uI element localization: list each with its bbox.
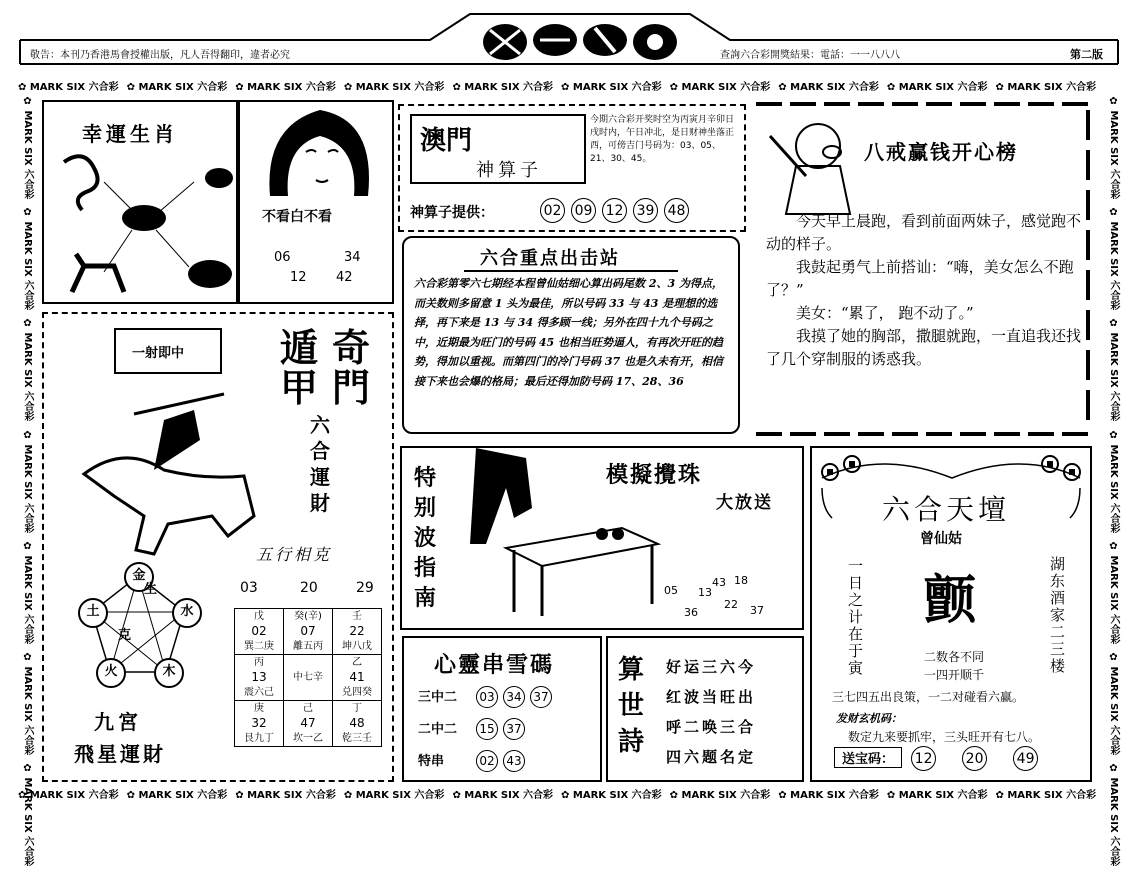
number-ball: 02	[540, 198, 565, 223]
monkey-icon	[205, 168, 233, 188]
special-wave-title: 特别波指南	[414, 466, 437, 611]
heart-row-label: 二中二	[418, 722, 458, 737]
heart-row	[418, 750, 530, 772]
key-station-panel	[402, 236, 740, 434]
simulation-title: 模擬攪珠	[606, 462, 703, 488]
altar-subtitle: 曾仙姑	[920, 531, 962, 547]
grid-cell: 庚 32 艮九丁	[235, 701, 284, 747]
border-bottom	[18, 786, 1118, 801]
number-ball: 15	[476, 718, 498, 740]
lucky-zodiac-panel	[42, 100, 238, 304]
story-paragraph: 今天早上晨跑，看到前面两妹子，感觉跑不动的样子。	[766, 212, 1082, 253]
poem-line: 好运三六今	[666, 658, 757, 676]
number-ball: 12	[602, 198, 627, 223]
qimen-title-a: 遁甲	[280, 326, 319, 410]
edition-label: 第二版	[1070, 48, 1103, 61]
flying-star-title: 飛星運財	[74, 742, 166, 766]
qimen-number: 29	[356, 580, 374, 596]
border-text: ✿ MARK SIX 六合彩	[452, 82, 554, 93]
story-paragraph: 我摸了她的胸部，撒腿就跑，一直追我还找了几个穿制服的诱惑我。	[766, 327, 1082, 368]
number-ball: 12	[911, 746, 936, 771]
border-text: ✿ MARK SIX 六合彩	[452, 790, 554, 801]
border-text: ✿ MARK SIX 六合彩	[995, 790, 1097, 801]
border-top	[18, 78, 1118, 93]
key-station-body: 六合彩第零六七期经本程曾仙姑细心算出码尾数 2、3 为得点，而关数则多留意 1 头为最佳，所以号码 33 与 43 是理想的选择，再下来是 13 与 34 得多顾一线；另外在四十九个号码之中，近期最为旺门的号码 45 也相当旺势逼人，有再次开旺的趋势，得加以重视。而第四门的冷门号码 37 也是久未有开，相信接下来也会爆的格局；最后还得加防号码 17、28、36	[414, 277, 723, 388]
border-text: ✿ MARK SIX 六合彩	[22, 652, 33, 756]
sim-number: 22	[724, 598, 738, 611]
element-generate-label: 生	[144, 582, 158, 597]
beauty-panel	[238, 100, 394, 304]
grid-cell: 丁 48 乾三壬	[333, 701, 382, 747]
sim-number: 05	[664, 584, 678, 597]
number-ball: 37	[503, 718, 525, 740]
nine-palace-title: 九宮	[94, 710, 142, 734]
border-text: ✿ MARK SIX 六合彩	[886, 790, 988, 801]
element-fire: 火	[96, 658, 126, 688]
qimen-number: 20	[300, 580, 318, 596]
grid-cell: 中七辛	[284, 655, 333, 701]
sim-number: 18	[734, 574, 748, 587]
heart-row	[418, 718, 530, 740]
border-text: ✿ MARK SIX 六合彩	[778, 82, 879, 93]
horse-icon	[72, 254, 124, 292]
border-text: ✿ MARK SIX 六合彩	[561, 790, 662, 801]
poem-line: 呼二唤三合	[666, 718, 757, 736]
beauty-caption: 不看白不看	[262, 209, 332, 225]
border-text: ✿ MARK SIX 六合彩	[1108, 96, 1119, 200]
macau-numbers	[540, 198, 695, 223]
pigsy-title: 八戒赢钱开心榜	[864, 140, 1018, 164]
border-text: ✿ MARK SIX 六合彩	[22, 207, 33, 311]
beauty-number: 06	[274, 250, 291, 265]
poem-panel	[606, 636, 804, 782]
sim-number: 36	[684, 606, 698, 619]
qimen-panel	[42, 312, 394, 782]
macau-logo-subtitle: 神算子	[476, 160, 542, 181]
cow-icon	[188, 260, 232, 288]
grid-cell: 丙 13 震六己	[235, 655, 284, 701]
macau-provider-label: 神算子提供：	[410, 205, 494, 221]
border-text: ✿ MARK SIX 六合彩	[886, 82, 988, 93]
gift-row	[834, 746, 1044, 771]
border-text: ✿ MARK SIX 六合彩	[343, 790, 445, 801]
table-illustration	[502, 508, 662, 618]
qimen-number: 03	[240, 580, 258, 596]
macau-note: 今期六合彩开奖时空为丙寅月辛卯日戌时内，午日冲北，是日财神坐落正西，可傍吉门号码为：03、05、21、30、45。	[590, 115, 735, 164]
border-text: ✿ MARK SIX 六合彩	[22, 318, 33, 422]
pig-icon	[122, 205, 166, 231]
pigsy-story	[766, 210, 1084, 371]
border-text: ✿ MARK SIX 六合彩	[1108, 429, 1119, 533]
header-query: 查詢六合彩開獎結果：電話：一一八八八	[720, 50, 900, 61]
poem-lines	[666, 652, 756, 772]
simulation-subtitle: 大放送	[716, 493, 773, 513]
grid-cell: 壬 22 坤八戊	[333, 609, 382, 655]
border-text: ✿ MARK SIX 六合彩	[669, 82, 771, 93]
grid-cell: 乙 41 兑四癸	[333, 655, 382, 701]
beauty-number: 34	[344, 250, 361, 265]
heart-codes-panel	[402, 636, 602, 782]
header-logo	[483, 24, 677, 60]
border-text: ✿ MARK SIX 六合彩	[22, 429, 33, 533]
wuxing-title: 五行相克	[256, 545, 333, 564]
element-water: 水	[172, 598, 202, 628]
element-restrain-label: 克	[118, 628, 132, 643]
altar-title: 六合天壇	[882, 493, 1011, 526]
number-ball: 20	[962, 746, 987, 771]
special-wave-panel	[400, 446, 804, 630]
grid-cell: 癸(辛) 07 離五丙	[284, 609, 333, 655]
border-text: ✿ MARK SIX 六合彩	[126, 790, 228, 801]
woman-portrait	[260, 106, 376, 202]
altar-mid-line: 一四开顺千	[924, 668, 985, 682]
border-right	[1106, 96, 1121, 867]
number-ball: 49	[1013, 746, 1038, 771]
border-text: ✿ MARK SIX 六合彩	[126, 82, 228, 93]
poem-line: 四六题名定	[666, 748, 757, 766]
border-text: ✿ MARK SIX 六合彩	[22, 540, 33, 645]
altar-left-verse: 一日之计在于寅	[848, 557, 864, 677]
macau-logo	[410, 114, 586, 184]
qimen-subtitle: 六合運財	[310, 413, 330, 515]
sim-number: 37	[750, 604, 764, 617]
altar-panel	[810, 446, 1092, 782]
number-ball: 03	[476, 686, 498, 708]
border-text: ✿ MARK SIX 六合彩	[561, 82, 662, 93]
number-ball: 48	[664, 198, 689, 223]
fortune-text: 数定九来要抓牢，三头旺开有七八。	[848, 730, 1041, 744]
sim-number: 43	[712, 576, 726, 589]
grid-cell: 己 47 坎一乙	[284, 701, 333, 747]
key-station-title: 六合重点出击站	[480, 248, 620, 269]
beauty-number: 12	[290, 270, 307, 285]
number-ball: 43	[503, 750, 525, 772]
qimen-tag-box	[114, 328, 222, 374]
beauty-number: 42	[336, 270, 353, 285]
element-metal: 金	[124, 562, 154, 592]
altar-mid-line: 二数各不同	[924, 650, 985, 664]
heart-codes-title: 心靈串雪碼	[434, 653, 555, 678]
border-text: ✿ MARK SIX 六合彩	[778, 790, 879, 801]
border-text: ✿ MARK SIX 六合彩	[22, 763, 33, 867]
number-ball: 09	[571, 198, 596, 223]
grid-cell: 戊 02 巽二庚	[235, 609, 284, 655]
story-paragraph: 美女：“累了， 跑不动了。”	[796, 304, 974, 322]
poem-line: 红波当旺出	[666, 688, 757, 706]
heart-row	[418, 686, 557, 708]
header-notice: 敬告：本刊乃香港馬會授權出版，凡人吾得翻印，違者必究	[30, 50, 290, 61]
border-text: ✿ MARK SIX 六合彩	[18, 790, 119, 801]
qimen-title-b: 奇門	[332, 326, 371, 410]
number-ball: 34	[503, 686, 525, 708]
gift-label: 送宝码：	[834, 747, 902, 768]
pigsy-panel	[752, 100, 1092, 438]
nine-palace-grid	[234, 608, 382, 747]
zodiac-animals-illustration	[44, 142, 236, 302]
border-text: ✿ MARK SIX 六合彩	[1108, 540, 1119, 645]
border-text: ✿ MARK SIX 六合彩	[669, 790, 771, 801]
fortune-label: 发财玄机码：	[836, 712, 902, 725]
element-earth: 土	[78, 598, 108, 628]
macau-panel	[398, 104, 746, 232]
macau-logo-title: 澳門	[420, 126, 473, 156]
heart-row-label: 特串	[418, 754, 445, 769]
heart-row-label: 三中二	[418, 690, 458, 705]
border-text: ✿ MARK SIX 六合彩	[1108, 318, 1119, 422]
dragon-icon	[64, 156, 98, 210]
altar-big-char: 颤	[924, 571, 977, 631]
qimen-tag: 一射即中	[132, 346, 185, 361]
altar-right-verse: 湖东酒家二三楼	[1050, 555, 1066, 675]
border-text: ✿ MARK SIX 六合彩	[22, 96, 33, 200]
border-text: ✿ MARK SIX 六合彩	[1108, 207, 1119, 311]
story-paragraph: 我鼓起勇气上前搭讪：“嗨，美女怎么不跑了？”	[766, 258, 1074, 299]
lucky-zodiac-title: 幸運生肖	[82, 122, 178, 146]
border-left	[20, 96, 35, 867]
border-text: ✿ MARK SIX 六合彩	[1108, 763, 1119, 867]
number-ball: 39	[633, 198, 658, 223]
warrior-horse-illustration	[74, 374, 264, 574]
altar-verse-line: 三七四五出良策，一二对碰看六赢。	[832, 690, 1025, 704]
element-wood: 木	[154, 658, 184, 688]
border-text: ✿ MARK SIX 六合彩	[235, 82, 336, 93]
number-ball: 02	[476, 750, 498, 772]
border-text: ✿ MARK SIX 六合彩	[1108, 652, 1119, 756]
border-text: ✿ MARK SIX 六合彩	[18, 82, 119, 93]
number-ball: 37	[530, 686, 552, 708]
border-text: ✿ MARK SIX 六合彩	[995, 82, 1097, 93]
pigsy-icon	[766, 116, 862, 216]
border-text: ✿ MARK SIX 六合彩	[343, 82, 445, 93]
sim-number: 13	[698, 586, 712, 599]
poem-title: 算世詩	[618, 655, 645, 757]
border-text: ✿ MARK SIX 六合彩	[235, 790, 336, 801]
